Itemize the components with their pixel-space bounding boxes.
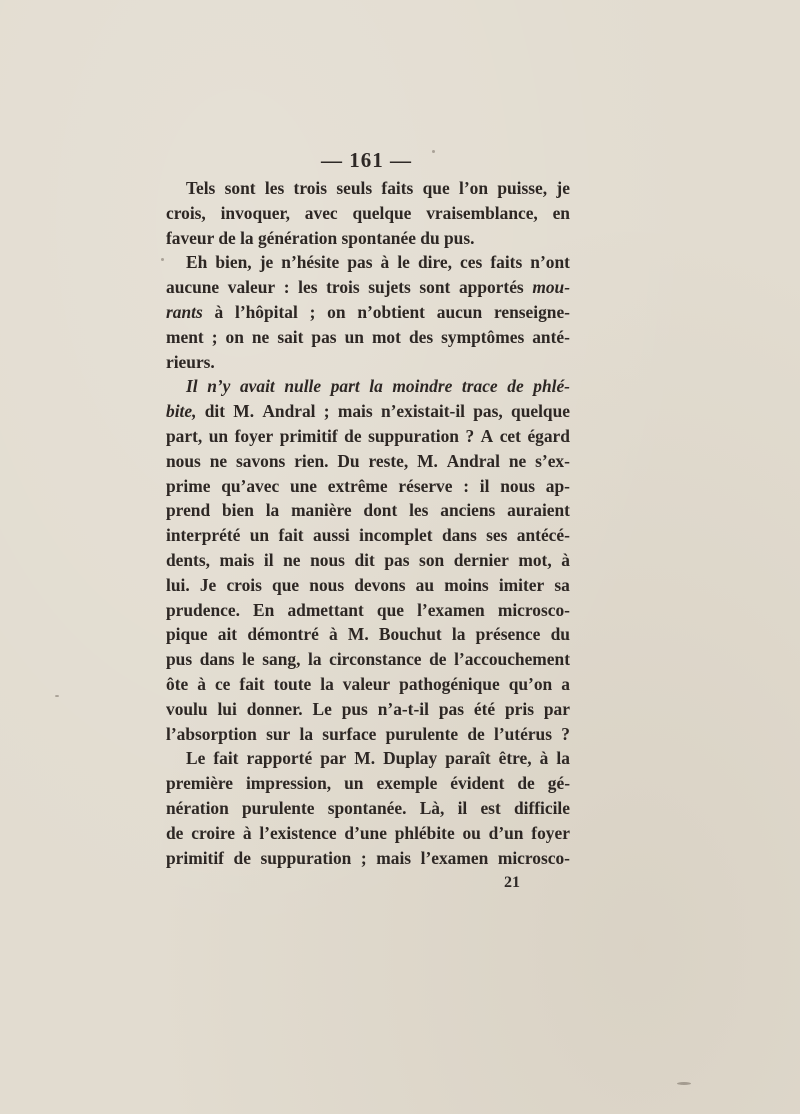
text-line: l’absorption sur la surface purulente de l’utérus ? (166, 723, 570, 744)
text-line: bite, dit M. Andral ; mais n’existait-il pas, quelque (166, 401, 570, 422)
text-line: Eh bien, je n’hésite pas à le dire, ces faits n’ont (186, 252, 570, 273)
text-line: Le fait rapporté par M. Duplay paraît être, à la (186, 748, 570, 769)
text-line: Il n’y avait nulle part la moindre trace de phlé- (186, 376, 570, 397)
text-line: faveur de la génération spontanée du pus. (166, 227, 475, 248)
text-line: primitif de suppuration ; mais l’examen microsco- (166, 847, 570, 868)
text-line: ment ; on ne sait pas un mot des symptômes anté- (166, 326, 570, 347)
text-line: ôte à ce fait toute la valeur pathogénique qu’on a (166, 673, 570, 694)
text-line: crois, invoquer, avec quelque vraisemblance, en (166, 202, 570, 223)
text-line: Tels sont les trois seuls faits que l’on puisse, je (186, 178, 570, 198)
paper-speck (161, 258, 164, 261)
text-line: prime qu’avec une extrême réserve : il nous ap- (166, 475, 570, 496)
text-line: de croire à l’existence d’une phlébite ou d’un foyer (166, 822, 570, 843)
text-line: prudence. En admettant que l’examen microsco- (166, 599, 570, 620)
text-line: nous ne savons rien. Du reste, M. Andral ne s’ex- (166, 450, 570, 471)
text-line: rants à l’hôpital ; on n’obtient aucun renseigne- (166, 301, 570, 322)
text-line: aucune valeur : les trois sujets sont apportés mou- (166, 277, 570, 298)
text-line: lui. Je crois que nous devons au moins imiter sa (166, 574, 570, 595)
text-line: pique ait démontré à M. Bouchut la présence du (166, 624, 570, 645)
paper-speck (432, 150, 435, 153)
text-line: prend bien la manière dont les anciens auraient (166, 500, 570, 521)
text-line: pus dans le sang, la circonstance de l’accouchement (166, 649, 570, 670)
text-line: part, un foyer primitif de suppuration ? A cet égard (166, 425, 570, 446)
text-line: interprété un fait aussi incomplet dans ses antécé- (166, 525, 570, 546)
body-text (166, 176, 570, 870)
signature-mark: 21 (504, 874, 520, 891)
page-number: — 161 — (321, 148, 412, 172)
text-line: dents, mais il ne nous dit pas son dernier mot, à (166, 549, 570, 570)
text-line: voulu lui donner. Le pus n’a-t-il pas été pris par (166, 698, 570, 719)
text-line: rieurs. (166, 351, 215, 372)
text-line: première impression, un exemple évident de gé- (166, 773, 570, 794)
paper-speck (55, 695, 59, 697)
paper-speck (677, 1082, 691, 1085)
text-line: nération purulente spontanée. Là, il est difficile (166, 797, 570, 818)
